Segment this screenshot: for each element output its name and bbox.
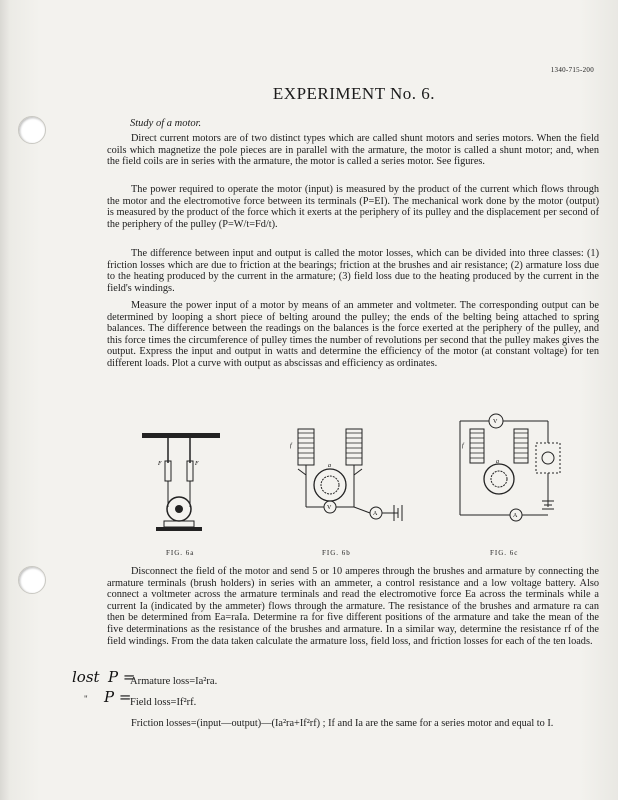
figures-area bbox=[130, 419, 570, 565]
fig-6c-a: a bbox=[496, 459, 499, 465]
handwriting-lost: lost bbox=[72, 668, 100, 686]
punch-hole-top bbox=[18, 116, 46, 144]
fig-6a-f1: F bbox=[158, 461, 162, 467]
subtitle: Study of a motor. bbox=[130, 118, 202, 129]
document-number: 1340-715-200 bbox=[550, 66, 594, 74]
handwriting-quote: " bbox=[84, 694, 88, 704]
fig-6c-v: V bbox=[493, 419, 498, 425]
handwriting-p2: P = bbox=[104, 688, 132, 706]
fig-6c-amp: A bbox=[513, 513, 518, 519]
fig-6b-amp: A bbox=[373, 511, 378, 517]
fig-6b-v: V bbox=[327, 505, 332, 511]
fig-6b-a: a bbox=[328, 463, 331, 469]
punch-hole-bottom bbox=[18, 566, 46, 594]
fig-6a-f2: F bbox=[195, 461, 199, 467]
fig-6b-label: FIG. 6b bbox=[322, 549, 351, 557]
fig-6a-label: FIG. 6a bbox=[166, 549, 195, 557]
formula-field-loss: Field loss=If²rf. bbox=[130, 697, 197, 708]
paragraph-motor-types: Direct current motors are of two distinct types which are called shunt motors and series motors. When the field coils which magnetize the pole pieces are in parallel with the armature, the motor is called a shunt motor; and, when the field coils are in series with the armature, the motor is called a series motor. See figures. bbox=[107, 133, 599, 168]
fig-6c-f: f bbox=[462, 443, 464, 449]
handwriting-p1: P = bbox=[108, 668, 136, 686]
fig-6c-diagram bbox=[448, 407, 572, 547]
page-title: EXPERIMENT No. 6. bbox=[272, 84, 436, 103]
fig-6a-diagram bbox=[130, 425, 240, 545]
paragraph-losses: The difference between input and output is called the motor losses, which can be divided into three classes: (1) friction losses which are due to friction at the bearings; friction at the brushes and air resistance; (2) armature loss due to the heating produced by the current in the armature; (3) field loss due to the heating produced by the current in the field's windings. bbox=[107, 248, 599, 294]
formula-friction-losses: Friction losses=(input—output)—(Ia²ra+If²rf) ; If and Ia are the same for a series motor and equal to I. bbox=[131, 718, 554, 729]
paragraph-power: The power required to operate the motor (input) is measured by the product of the current which flows through the motor and the electromotive force between its terminals (P=EI). The mechanical work done by the motor (output) is measured by the product of the force which it exerts at the periphery of its pulley and the displacement per second of the periphery of the pulley (P=W/t=Fd/t). bbox=[107, 184, 599, 230]
paragraph-measure: Measure the power input of a motor by means of an ammeter and voltmeter. The corresponding output can be determined by looping a short piece of belting around the pulley; the ends of the belting being attached to spring balances. The difference between the readings on the balances is the force exerted at the periphery of the pulley, and this force times the circumference of pulley times the number of revolutions per second that the pulley makes gives the output. Express the input and output in watts and determine the efficiency of the motor (at constant voltage) for ten different loads. Plot a curve with output as abscissas and efficiency as ordinates. bbox=[107, 300, 599, 369]
formula-armature-loss: Armature loss=Ia²ra. bbox=[130, 676, 218, 687]
fig-6b-diagram bbox=[280, 417, 420, 545]
paragraph-disconnect: Disconnect the field of the motor and send 5 or 10 amperes through the brushes and armature by connecting the armature terminals (brush holders) in series with an ammeter, a control resistance and a low voltage battery. Also connect a voltmeter across the armature terminals and read the electromotive force Ea across the terminals while a current Ia (indicated by the ammeter) flows through the armature. The resistance of the brushes and armature ra can then be determined from Ea=raIa. Determine ra for five different positions of the armature and take the mean of the five determinations as the resistance of the brushes and armature. In a similar way, determine the resistance rf of the field windings. From the data taken calculate the armature loss, field loss, and friction losses for each of the ten loads. bbox=[107, 566, 599, 647]
fig-6b-f: f bbox=[290, 443, 292, 449]
fig-6c-label: FIG. 6c bbox=[490, 549, 519, 557]
